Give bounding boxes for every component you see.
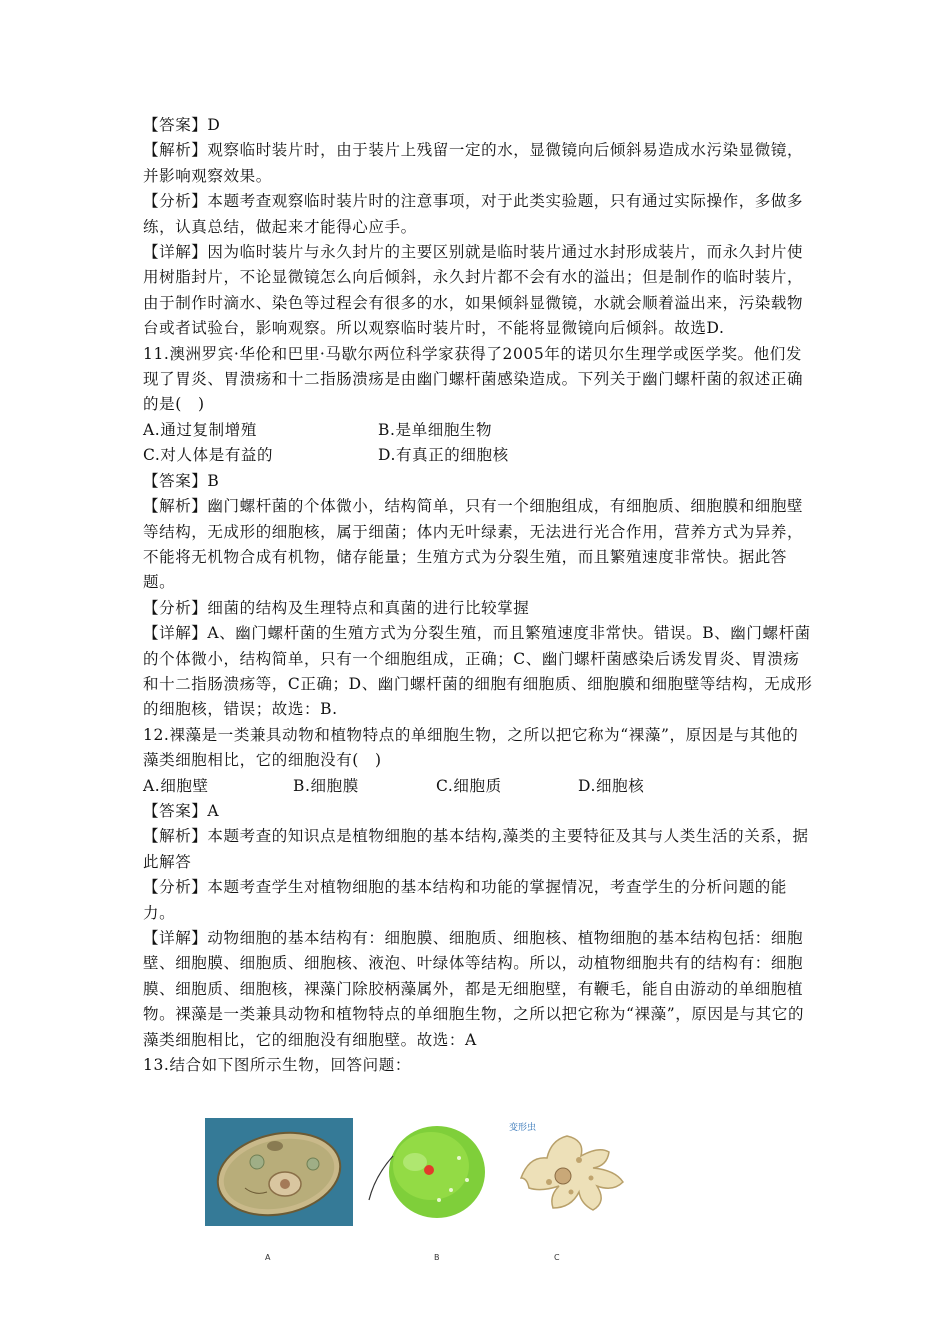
figure-caption-a: A	[265, 1253, 271, 1262]
q11-options-row2	[143, 443, 813, 468]
q11-option-a: A.通过复制增殖	[143, 420, 257, 439]
q13-stem: 13.结合如下图所示生物，回答问题：	[143, 1056, 411, 1075]
euglena-image	[363, 1118, 491, 1226]
q10-answer: 【答案】D	[143, 116, 221, 134]
q11-xiangjie: 【详解】A、幽门螺杆菌的生殖方式为分裂生殖，而且繁殖速度非常快。错误。B、幽门螺杆菌的个体微小，结构简单，只有一个细胞组成，正确；C、幽门螺杆菌感染后诱发胃炎、胃溃疡和十二指肠溃疡等，C正确；D、幽门螺杆菌的细胞有细胞质、细胞膜和细胞壁等结构，无成形的细胞核，错误；故选：B.	[143, 624, 813, 719]
figure-caption-b: B	[434, 1253, 440, 1262]
amoeba-image	[501, 1118, 641, 1226]
q12-option-b: B.细胞膜	[293, 776, 359, 795]
q12-xiangjie: 【详解】动物细胞的基本结构有：细胞膜、细胞质、细胞核、植物细胞的基本结构包括：细胞壁、细胞膜、细胞质、细胞核、液泡、叶绿体等结构。所以，动植物细胞共有的结构有：细胞膜、细胞质、细胞核，裸藻门除胶柄藻属外，都是无细胞壁，有鞭毛，能自由游动的单细胞植物。裸藻是一类兼具动物和植物特点的单细胞生物，之所以把它称为“裸藻”，原因是与其它的藻类细胞相比，它的细胞没有细胞壁。故选：A	[143, 929, 805, 1049]
q10-xiangjie: 【详解】因为临时装片与永久封片的主要区别就是临时装片通过水封形成装片，而永久封片使用树脂封片，不论显微镜怎么向后倾斜，永久封片都不会有水的溢出；但是制作的临时装片，由于制作时滴水、染色等过程会有很多的水，如果倾斜显微镜，水就会顺着溢出来，污染载物台或者试验台，影响观察。所以观察临时装片时，不能将显微镜向后倾斜。故选D.	[143, 243, 804, 338]
document-body	[143, 113, 813, 1078]
figure-caption-c: C	[554, 1253, 560, 1262]
q12-fenxi: 【分析】本题考查学生对植物细胞的基本结构和功能的掌握情况，考查学生的分析问题的能力。	[143, 878, 788, 922]
q11-fenxi: 【分析】细菌的结构及生理特点和真菌的进行比较掌握	[143, 598, 530, 617]
q12-option-a: A.细胞壁	[143, 776, 209, 795]
q11-option-b: B.是单细胞生物	[378, 420, 493, 439]
q12-stem: 12.裸藻是一类兼具动物和植物特点的单细胞生物，之所以把它称为“裸藻”，原因是与其他的藻类细胞相比，它的细胞没有( )	[143, 725, 799, 770]
q12-option-d: D.细胞核	[578, 776, 645, 795]
q11-option-d: D.有真正的细胞核	[378, 446, 509, 465]
q11-stem: 11.澳洲罗宾·华伦和巴里·马歇尔两位科学家获得了2005年的诺贝尔生理学或医学奖。他们发现了胃炎、胃溃疡和十二指肠溃疡是由幽门螺杆菌感染造成。下列关于幽门螺杆菌的叙述正确的是( )	[143, 344, 804, 414]
organism-figure	[205, 1118, 645, 1278]
q12-option-c: C.细胞质	[436, 776, 502, 795]
q11-answer: 【答案】B	[143, 471, 220, 490]
q10-jiexi: 【解析】观察临时装片时，由于装片上残留一定的水，显微镜向后倾斜易造成水污染显微镜，并影响观察效果。	[143, 141, 804, 185]
q12-jiexi: 【解析】本题考查的知识点是植物细胞的基本结构,藻类的主要特征及其与人类生活的关系，据此解答	[143, 827, 809, 871]
q12-options	[143, 774, 813, 799]
q11-options-row1	[143, 418, 813, 443]
amoeba-label: 变形虫	[509, 1123, 537, 1133]
q10-fenxi: 【分析】本题考查观察临时装片时的注意事项，对于此类实验题，只有通过实际操作，多做多练，认真总结，做起来才能得心应手。	[143, 192, 804, 236]
paramecium-image	[205, 1118, 353, 1226]
q11-option-c: C.对人体是有益的	[143, 446, 274, 465]
q12-answer: 【答案】A	[143, 801, 220, 820]
q11-jiexi: 【解析】幽门螺杆菌的个体微小，结构简单，只有一个细胞组成，有细胞质、细胞膜和细胞壁等结构，无成形的细胞核，属于细菌；体内无叶绿素，无法进行光合作用，营养方式为异养，不能将无机物合成有机物，储存能量；生殖方式为分裂生殖，而且繁殖速度非常快。据此答题。	[143, 497, 804, 592]
